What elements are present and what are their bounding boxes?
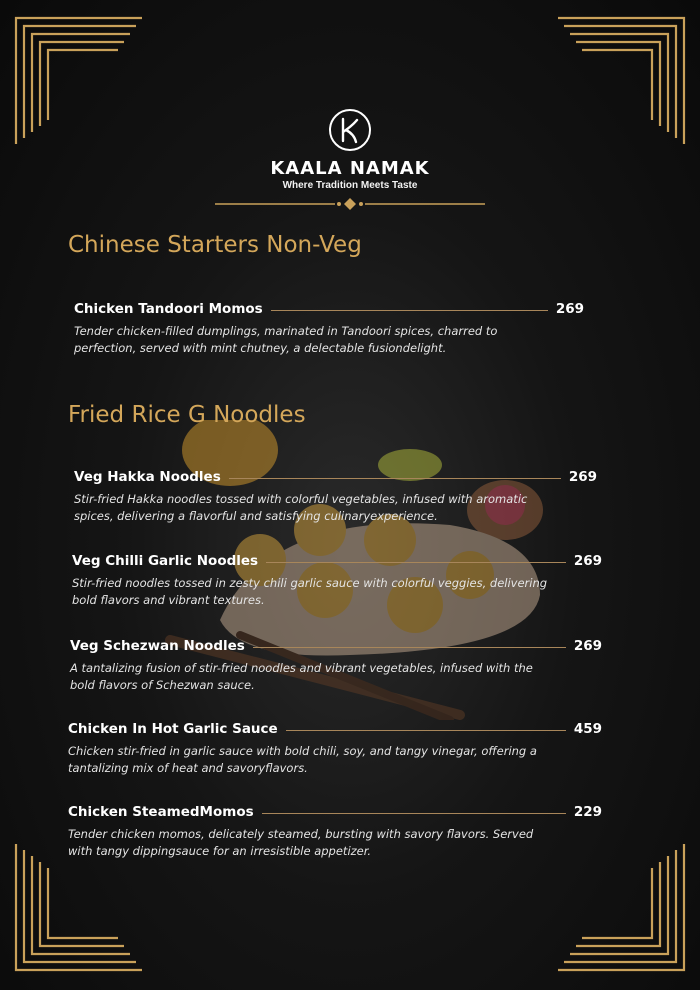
k-monogram-icon (328, 108, 372, 152)
section-title-chinese-starters: Chinese Starters Non-Veg (68, 232, 362, 258)
item-description: Stir-fried noodles tossed in zesty chili garlic sauce with colorful veggies, delivering bold flavors and vibrant textures. (72, 576, 548, 607)
item-price: 459 (573, 721, 602, 737)
leader-line (262, 813, 566, 814)
leader-line (286, 730, 566, 731)
item-name: Veg Chilli Garlic Noodles (72, 553, 259, 569)
item-name: Chicken SteamedMomos (68, 804, 254, 820)
menu-item (68, 804, 602, 860)
item-description: Tender chicken-filled dumplings, marinated in Tandoori spices, charred to perfection, served with mint chutney, a delectable fusiondelight. (74, 324, 498, 355)
item-price: 269 (573, 553, 602, 569)
brand-logo (0, 108, 700, 211)
menu-item (68, 721, 602, 777)
item-price: 269 (568, 469, 597, 485)
brand-name: KAALA NAMAK (270, 158, 430, 179)
item-name: Chicken In Hot Garlic Sauce (68, 721, 278, 737)
ornamental-divider (215, 197, 485, 211)
item-description: Stir-fried Hakka noodles tossed with colorful vegetables, infused with aromatic spices, delivering a flavorful and satisfying culinaryexperience. (74, 492, 528, 523)
brand-tagline: Where Tradition Meets Taste (282, 180, 418, 191)
leader-line (229, 478, 561, 479)
item-price: 269 (555, 301, 584, 317)
menu-item (74, 469, 597, 525)
item-name: Chicken Tandoori Momos (74, 301, 263, 317)
item-name: Veg Hakka Noodles (74, 469, 221, 485)
leader-line (253, 647, 566, 648)
menu-item (70, 638, 602, 694)
item-description: Tender chicken momos, delicately steamed, bursting with savory flavors. Served with tangy dippingsauce for an irresistible appetizer. (68, 827, 534, 858)
item-description: Chicken stir-fried in garlic sauce with bold chili, soy, and tangy vinegar, offering a tantalizing mix of heat and savoryflavors. (68, 744, 537, 775)
corner-frame-bottom-right (556, 842, 686, 972)
menu-item (74, 301, 584, 357)
item-name: Veg Schezwan Noodles (70, 638, 245, 654)
item-price: 269 (573, 638, 602, 654)
menu-item (72, 553, 602, 609)
leader-line (266, 562, 566, 563)
item-description: A tantalizing fusion of stir-fried noodles and vibrant vegetables, infused with the bold flavors of Schezwan sauce. (70, 661, 533, 692)
section-title-fried-rice-noodles: Fried Rice G Noodles (68, 402, 306, 428)
leader-line (271, 310, 548, 311)
item-price: 229 (573, 804, 602, 820)
corner-frame-bottom-left (14, 842, 144, 972)
